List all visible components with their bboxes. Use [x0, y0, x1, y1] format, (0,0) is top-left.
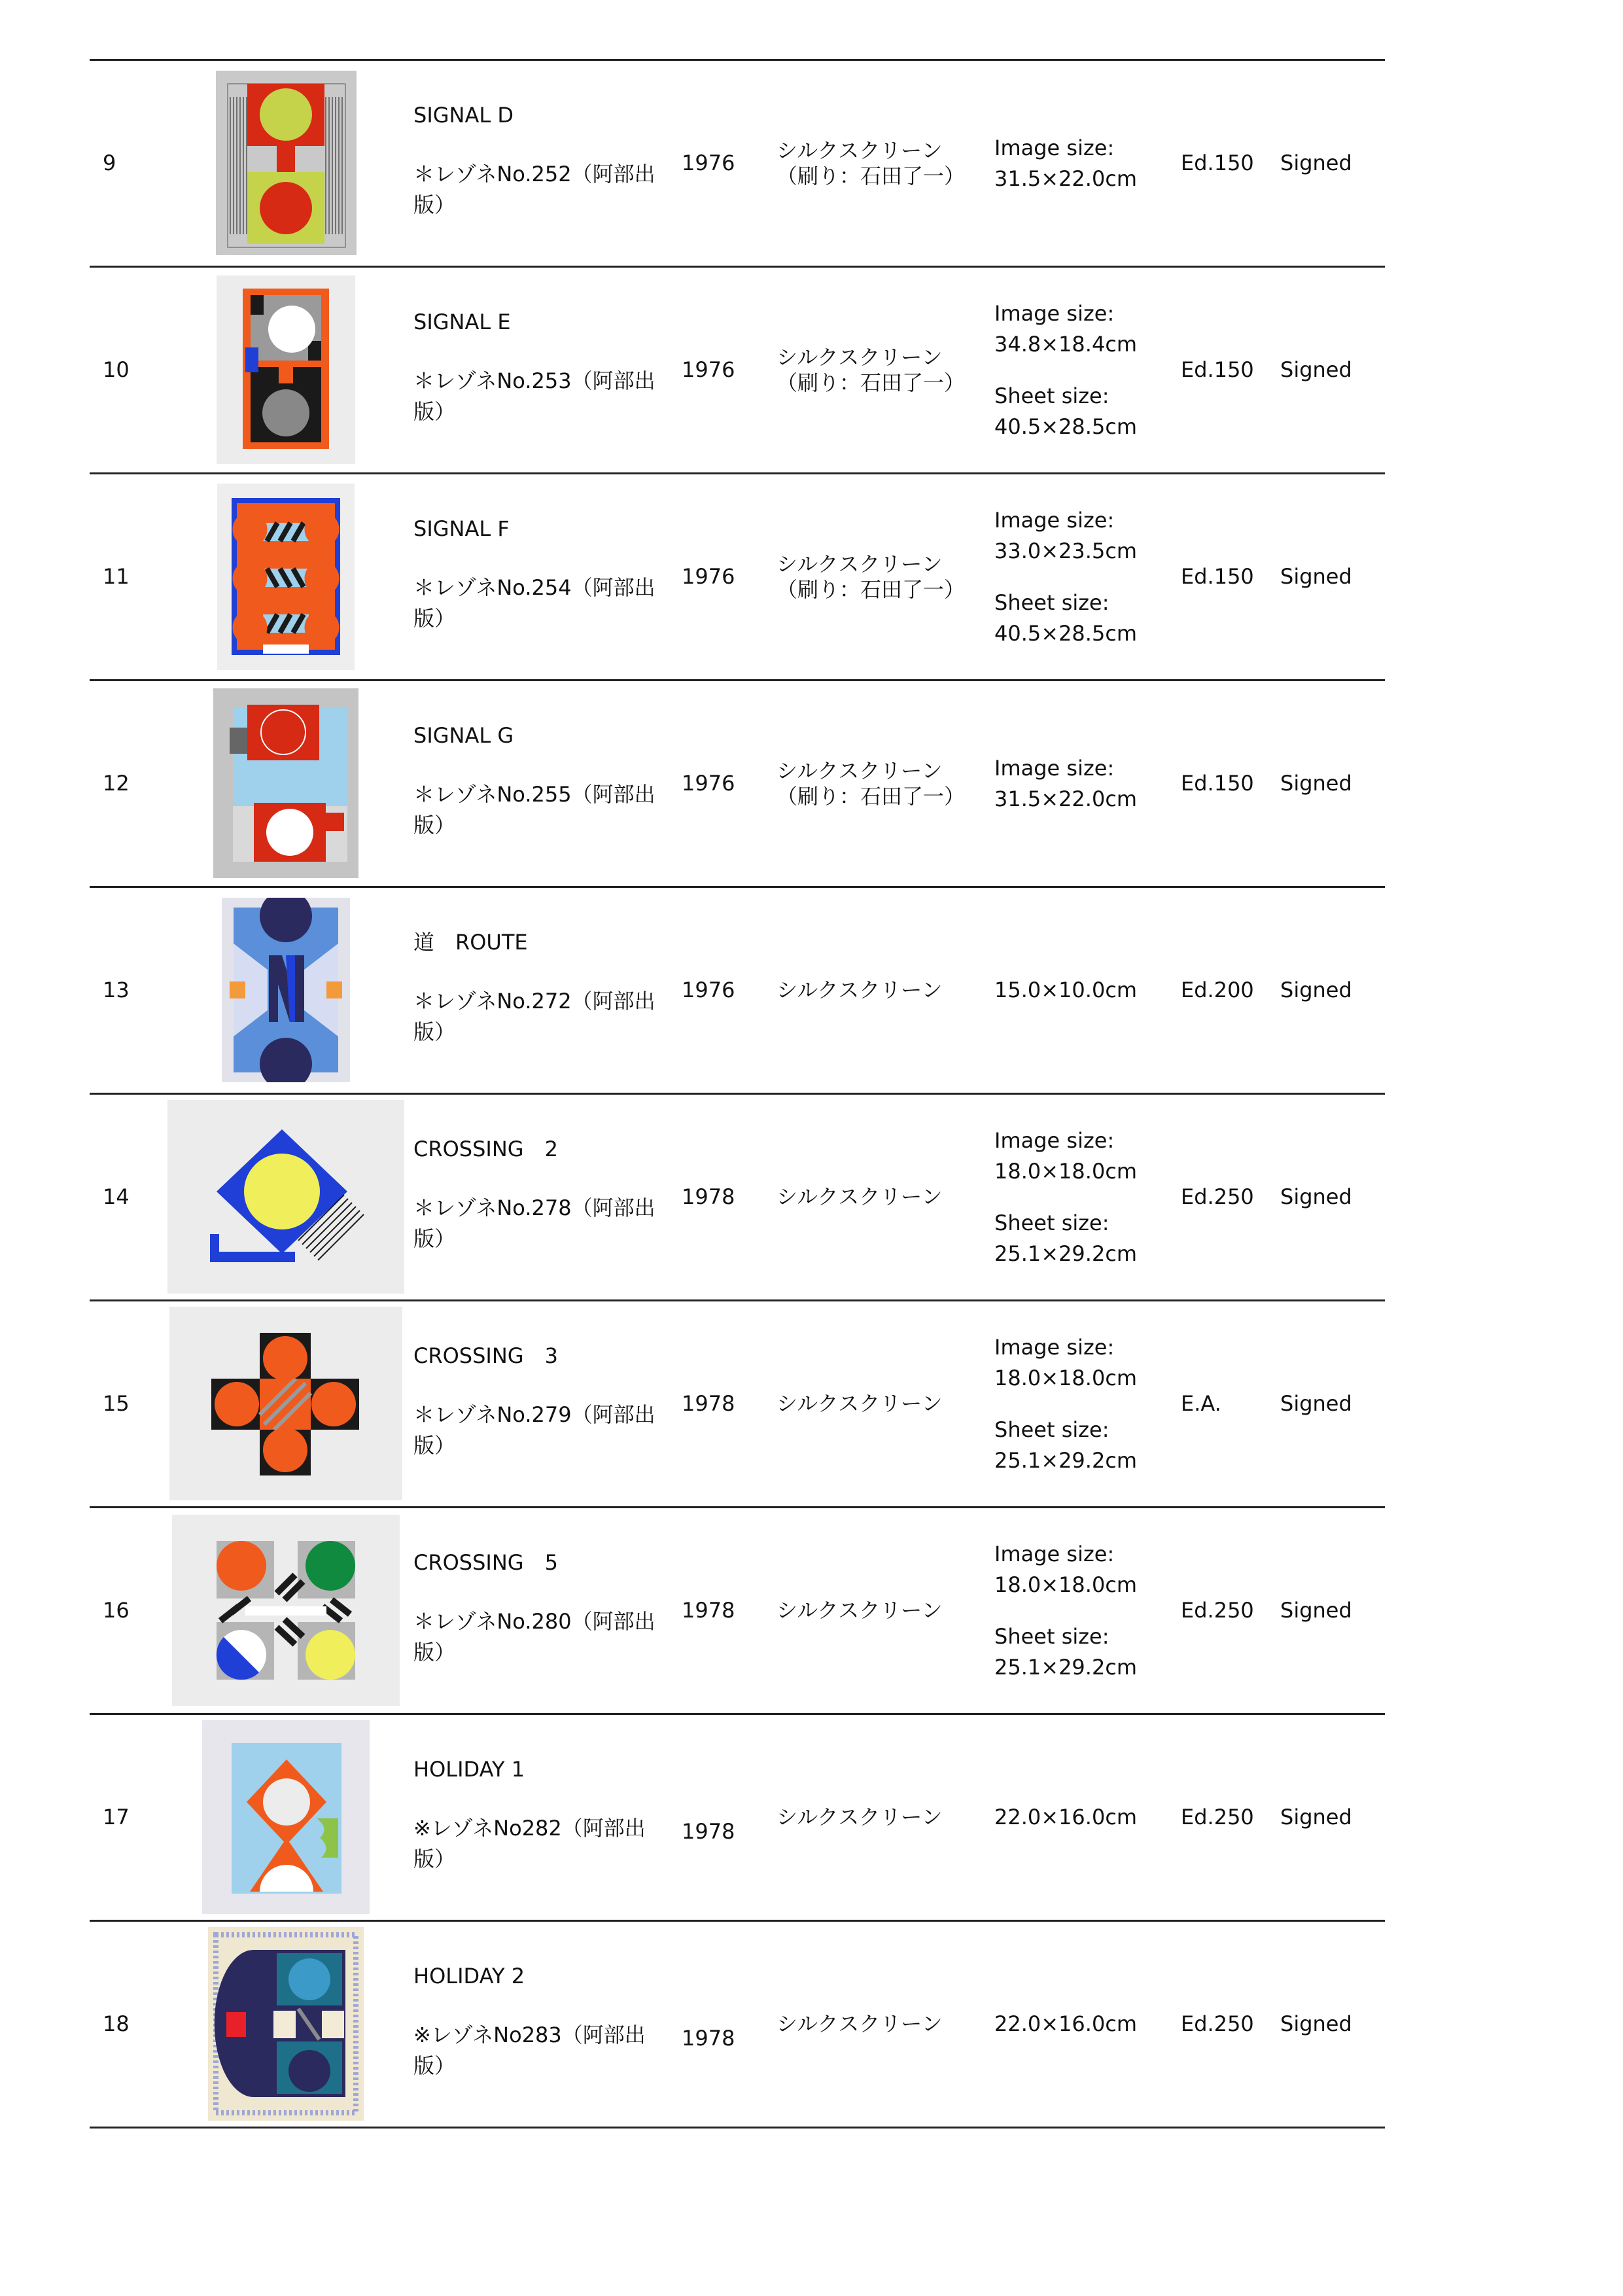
signal-g-image [213, 688, 358, 878]
image-size-label: Image size: [994, 1127, 1115, 1153]
catalogue-raisonne-ref: ＊レゾネNo.253（阿部出版） [413, 368, 655, 424]
route-image [222, 898, 350, 1082]
image-size-value: 22.0×16.0cm [994, 2011, 1138, 2036]
edition: Ed.250 [1181, 1598, 1254, 1623]
artwork-thumbnail [155, 1720, 417, 1914]
technique-main: シルクスクリーン [777, 1805, 943, 1829]
sheet-size-label: Sheet size: [994, 383, 1109, 408]
edition: Ed.200 [1181, 978, 1254, 1002]
technique-main: シルクスクリーン [777, 758, 943, 783]
image-size-label: Image size: [994, 135, 1115, 160]
holiday-1-image [202, 1720, 370, 1914]
sheet-size-label: Sheet size: [994, 1417, 1109, 1442]
signature-status: Signed [1280, 564, 1352, 589]
technique [777, 681, 965, 886]
technique [777, 1715, 943, 1920]
edition: E.A. [1181, 1391, 1221, 1416]
technique-main: シルクスクリーン [777, 1391, 943, 1416]
signal-f-image [217, 484, 355, 670]
technique-main: シルクスクリーン [777, 1598, 943, 1623]
artwork-thumbnail [155, 1927, 417, 2121]
edition: Ed.150 [1181, 357, 1254, 382]
signature-status: Signed [1280, 771, 1352, 796]
year: 1976 [682, 978, 735, 1002]
dimensions [994, 681, 1137, 886]
catalogue-raisonne-ref: ＊レゾネNo.254（阿部出版） [413, 575, 655, 631]
edition: Ed.150 [1181, 564, 1254, 589]
signature-status: Signed [1280, 1598, 1352, 1623]
image-size-value: 33.0×23.5cm [994, 538, 1138, 563]
artwork-thumbnail [155, 1307, 417, 1500]
table-row [90, 1093, 1385, 1299]
edition: Ed.250 [1181, 1805, 1254, 1829]
image-size-value: 34.8×18.4cm [994, 331, 1138, 357]
signature-status: Signed [1280, 978, 1352, 1002]
technique [777, 268, 965, 472]
signature-status: Signed [1280, 357, 1352, 382]
year: 1978 [682, 1391, 735, 1416]
artwork-title: 道 ROUTE [413, 930, 528, 955]
signature-status: Signed [1280, 1391, 1352, 1416]
year: 1976 [682, 357, 735, 382]
edition: Ed.250 [1181, 1184, 1254, 1209]
image-size-value: 15.0×10.0cm [994, 978, 1138, 1002]
table-row [90, 679, 1385, 886]
dimensions [994, 1095, 1137, 1299]
signature-status: Signed [1280, 1805, 1352, 1829]
year: 1978 [682, 1819, 735, 1844]
sheet-size-value: 25.1×29.2cm [994, 1241, 1138, 1266]
crossing-3-image [169, 1307, 402, 1500]
image-size-label: Image size: [994, 1541, 1115, 1566]
table-row [90, 59, 1385, 266]
technique [777, 1508, 943, 1713]
image-size-label: Image size: [994, 1334, 1115, 1360]
artwork-thumbnail [155, 480, 417, 673]
sheet-size-label: Sheet size: [994, 590, 1109, 615]
artwork-thumbnail [155, 273, 417, 467]
artwork-thumbnail [155, 893, 417, 1087]
table-row [90, 1299, 1385, 1506]
item-number: 10 [103, 357, 130, 382]
image-size-label: Image size: [994, 300, 1115, 326]
image-size-label: Image size: [994, 755, 1115, 781]
item-number: 17 [103, 1805, 130, 1829]
technique [777, 1922, 943, 2127]
item-number: 13 [103, 978, 130, 1002]
technique [777, 888, 943, 1093]
year: 1976 [682, 771, 735, 796]
sheet-size-value: 40.5×28.5cm [994, 620, 1138, 646]
technique-printer: （刷り：石田了一） [777, 163, 966, 188]
artwork-title: SIGNAL F [413, 516, 510, 541]
image-size-value: 18.0×18.0cm [994, 1158, 1138, 1184]
item-number: 18 [103, 2011, 130, 2036]
image-size-value: 31.5×22.0cm [994, 786, 1138, 811]
dimensions [994, 1715, 1137, 1920]
table-row [90, 886, 1385, 1093]
image-size-value: 18.0×18.0cm [994, 1365, 1138, 1390]
technique-main: シルクスクリーン [777, 2011, 943, 2036]
dimensions [994, 61, 1137, 266]
artwork-title: SIGNAL G [413, 723, 514, 748]
year: 1978 [682, 2026, 735, 2051]
table-row [90, 472, 1385, 679]
catalogue-raisonne-ref: ＊レゾネNo.279（阿部出版） [413, 1402, 655, 1458]
artwork-title: HOLIDAY 1 [413, 1757, 525, 1782]
artwork-title: SIGNAL E [413, 309, 511, 334]
artwork-title: CROSSING 3 [413, 1343, 558, 1368]
artwork-title: CROSSING 2 [413, 1137, 558, 1161]
catalogue-raisonne-ref: ＊レゾネNo.278（阿部出版） [413, 1195, 655, 1251]
item-number: 16 [103, 1598, 130, 1623]
technique-main: シルクスクリーン [777, 978, 943, 1002]
catalogue-raisonne-ref: ＊レゾネNo.252（阿部出版） [413, 162, 655, 217]
artwork-thumbnail [155, 1100, 417, 1294]
image-size-value: 18.0×18.0cm [994, 1572, 1138, 1597]
item-number: 14 [103, 1184, 130, 1209]
signature-status: Signed [1280, 1184, 1352, 1209]
image-size-label: Image size: [994, 507, 1115, 533]
technique-printer: （刷り：石田了一） [777, 576, 966, 602]
crossing-2-image [167, 1100, 404, 1294]
dimensions [994, 888, 1137, 1093]
catalogue-raisonne-ref: ＊レゾネNo.280（阿部出版） [413, 1609, 655, 1665]
artwork-title: CROSSING 5 [413, 1550, 558, 1575]
dimensions [994, 1922, 1137, 2127]
catalogue-raisonne-ref: ※レゾネNo283（阿部出版） [413, 2022, 646, 2078]
catalogue-raisonne-ref: ＊レゾネNo.272（阿部出版） [413, 989, 655, 1044]
item-number: 11 [103, 564, 130, 589]
sheet-size-value: 25.1×29.2cm [994, 1447, 1138, 1473]
technique [777, 1301, 943, 1506]
sheet-size-value: 40.5×28.5cm [994, 414, 1138, 439]
technique-main: シルクスクリーン [777, 1184, 943, 1209]
dimensions [994, 268, 1137, 472]
catalogue-raisonne-ref: ＊レゾネNo.255（阿部出版） [413, 782, 655, 838]
artwork-thumbnail [155, 1513, 417, 1707]
edition: Ed.150 [1181, 150, 1254, 175]
dimensions [994, 1301, 1137, 1506]
signal-d-image [216, 71, 357, 255]
artwork-title: SIGNAL D [413, 103, 514, 128]
signature-status: Signed [1280, 2011, 1352, 2036]
crossing-5-image [172, 1515, 400, 1706]
signal-e-image [217, 275, 355, 464]
year: 1978 [682, 1598, 735, 1623]
table-row [90, 266, 1385, 472]
edition: Ed.150 [1181, 771, 1254, 796]
technique-main: シルクスクリーン [777, 137, 943, 163]
technique [777, 1095, 943, 1299]
sheet-size-label: Sheet size: [994, 1623, 1109, 1649]
technique-printer: （刷り：石田了一） [777, 783, 966, 809]
catalogue-raisonne-ref: ※レゾネNo282（阿部出版） [413, 1816, 646, 1871]
holiday-2-image [208, 1927, 364, 2121]
artwork-title: HOLIDAY 2 [413, 1964, 525, 1988]
item-number: 9 [103, 150, 116, 175]
image-size-value: 22.0×16.0cm [994, 1805, 1138, 1829]
sheet-size-label: Sheet size: [994, 1210, 1109, 1235]
edition: Ed.250 [1181, 2011, 1254, 2036]
technique-printer: （刷り：石田了一） [777, 370, 966, 395]
table-row [90, 1506, 1385, 1713]
item-number: 15 [103, 1391, 130, 1416]
table-row [90, 1713, 1385, 1920]
year: 1976 [682, 564, 735, 589]
technique [777, 61, 965, 266]
image-size-value: 31.5×22.0cm [994, 166, 1138, 191]
signature-status: Signed [1280, 150, 1352, 175]
technique [777, 474, 965, 679]
item-number: 12 [103, 771, 130, 796]
technique-main: シルクスクリーン [777, 344, 943, 370]
dimensions [994, 474, 1137, 679]
technique-main: シルクスクリーン [777, 551, 943, 576]
sheet-size-value: 25.1×29.2cm [994, 1654, 1138, 1680]
table-row [90, 1920, 1385, 2128]
year: 1976 [682, 150, 735, 175]
dimensions [994, 1508, 1137, 1713]
artwork-catalog-table [90, 59, 1385, 2128]
artwork-thumbnail [155, 686, 417, 880]
year: 1978 [682, 1184, 735, 1209]
artwork-thumbnail [155, 66, 417, 260]
